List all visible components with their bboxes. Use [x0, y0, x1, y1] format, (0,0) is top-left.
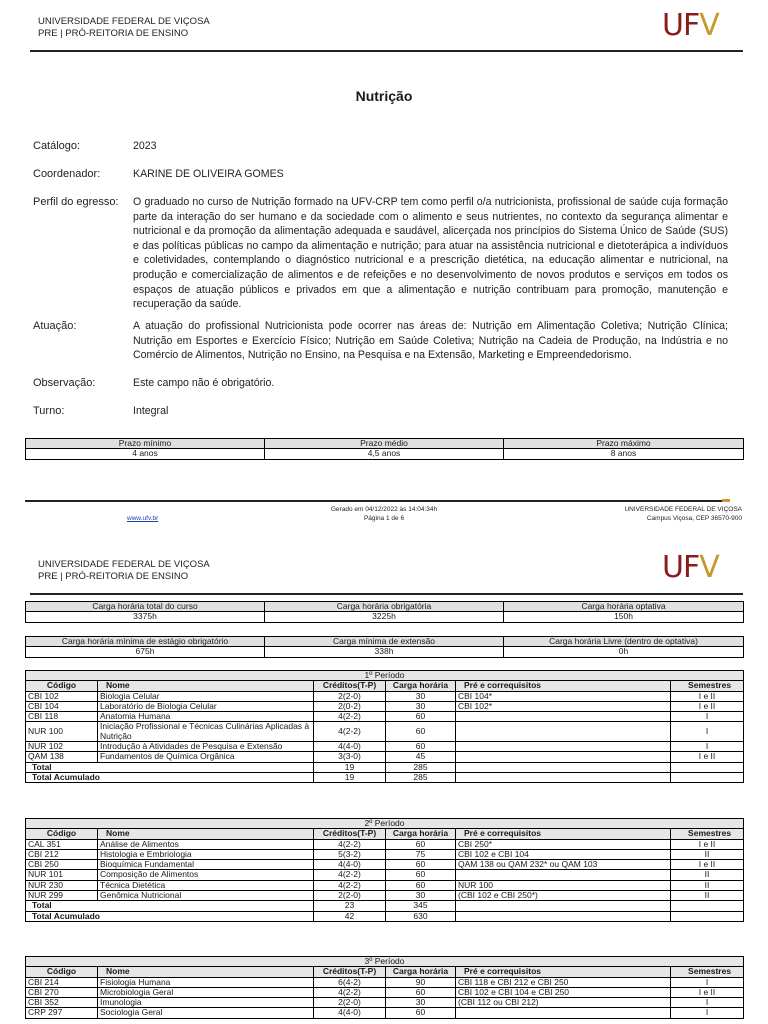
header-divider — [30, 50, 743, 52]
carga-optativa-header: Carga horária optativa — [504, 602, 744, 612]
course-table — [25, 670, 744, 783]
footer-campus: Campus Viçosa, CEP 36570-900 — [646, 514, 742, 522]
total-row-hours: 285 — [386, 762, 456, 772]
period-title-row — [26, 957, 744, 967]
prazo-maximo-header: Prazo máximo — [504, 439, 744, 449]
field-label-perfil: Perfil do egresso: — [33, 196, 119, 208]
course-prerequisites — [456, 742, 671, 752]
table-row — [26, 722, 744, 742]
period-title-row — [26, 819, 744, 829]
carga-livre-value: 0h — [504, 647, 744, 657]
course-credits: 4(4-0) — [314, 1008, 386, 1018]
course-semesters-header: Semestres — [671, 829, 744, 839]
course-name: Anatomia Humana — [98, 712, 314, 722]
course-name: Fisiologia Humana — [98, 977, 314, 987]
course-credits: 4(2-2) — [314, 870, 386, 880]
carga-total-header: Carga horária total do curso — [26, 602, 265, 612]
course-credits-header: Créditos(T-P) — [314, 967, 386, 977]
course-semesters-header: Semestres — [671, 967, 744, 977]
course-code: CBI 270 — [26, 987, 98, 997]
table-row — [26, 712, 744, 722]
course-hours-header: Carga horária — [386, 681, 456, 691]
ufv-logo: UFV — [662, 8, 719, 43]
total-acumulado-row-semesters-empty — [671, 911, 744, 921]
prazo-maximo-value: 8 anos — [504, 449, 744, 459]
course-code: CBI 212 — [26, 849, 98, 859]
column-header-row — [26, 829, 744, 839]
total-acumulado-row-credits: 42 — [314, 911, 386, 921]
course-code-header: Código — [26, 681, 98, 691]
total-row-prereq-empty — [456, 762, 671, 772]
course-semesters: I e II — [671, 987, 744, 997]
course-semesters: I — [671, 977, 744, 987]
course-hours: 60 — [386, 722, 456, 742]
department-name: PRE | PRÓ-REITORIA DE ENSINO — [38, 571, 189, 582]
course-hours: 30 — [386, 891, 456, 901]
course-hours-header: Carga horária — [386, 967, 456, 977]
course-credits: 4(4-0) — [314, 742, 386, 752]
field-value-catalogo: 2023 — [133, 140, 157, 152]
course-name: Microbiologia Geral — [98, 987, 314, 997]
total-acumulado-row — [26, 772, 744, 782]
course-prerequisites: CBI 104* — [456, 691, 671, 701]
course-prerequisites: (CBI 112 ou CBI 212) — [456, 998, 671, 1008]
period-table-3 — [25, 956, 744, 1019]
ufv-logo: UFV — [662, 550, 719, 585]
carga-horaria-table-1 — [25, 601, 744, 623]
course-name-header: Nome — [98, 681, 314, 691]
course-prerequisites — [456, 712, 671, 722]
course-semesters: I e II — [671, 691, 744, 701]
total-acumulado-row-hours: 630 — [386, 911, 456, 921]
period-table-2 — [25, 818, 744, 922]
course-semesters: I e II — [671, 860, 744, 870]
course-hours: 30 — [386, 701, 456, 711]
course-code-header: Código — [26, 829, 98, 839]
carga-extensao-value: 338h — [265, 647, 504, 657]
course-hours: 60 — [386, 870, 456, 880]
total-row-label: Total — [26, 901, 314, 911]
course-prerequisites: CBI 102* — [456, 701, 671, 711]
course-code: CBI 250 — [26, 860, 98, 870]
course-hours: 75 — [386, 849, 456, 859]
total-row-semesters-empty — [671, 901, 744, 911]
course-code: CBI 214 — [26, 977, 98, 987]
course-code: CBI 104 — [26, 701, 98, 711]
carga-livre-header: Carga horária Livre (dentro de optativa) — [504, 637, 744, 647]
generated-timestamp: Gerado em 04/12/2022 às 14:04:34h — [330, 506, 438, 513]
total-acumulado-row-hours: 285 — [386, 772, 456, 782]
course-code: CBI 118 — [26, 712, 98, 722]
total-row-credits: 19 — [314, 762, 386, 772]
course-hours: 60 — [386, 839, 456, 849]
field-label-catalogo: Catálogo: — [33, 140, 81, 152]
course-hours: 60 — [386, 987, 456, 997]
course-prerequisites-header: Pré e correquisitos — [456, 681, 671, 691]
course-credits: 4(4-0) — [314, 860, 386, 870]
course-semesters: I e II — [671, 839, 744, 849]
course-prerequisites-header: Pré e correquisitos — [456, 829, 671, 839]
course-prerequisites: (CBI 102 e CBI 250*) — [456, 891, 671, 901]
course-name: Composição de Alimentos — [98, 870, 314, 880]
course-code: NUR 100 — [26, 722, 98, 742]
carga-estagio-header: Carga horária mínima de estágio obrigatório — [26, 637, 265, 647]
total-row — [26, 901, 744, 911]
course-prerequisites — [456, 870, 671, 880]
field-value-turno: Integral — [133, 405, 169, 417]
course-code: CAL 351 — [26, 839, 98, 849]
course-hours: 60 — [386, 860, 456, 870]
table-row — [26, 998, 744, 1008]
table-row — [26, 1008, 744, 1018]
field-value-atuacao: A atuação do profissional Nutricionista pode ocorrer nas áreas de: Nutrição em Alimentação Coletiva; Nutrição Clínica; Nutrição em Esportes e Exercício Físico; Nutrição em Saúde Coletiva; Nutrição na Cadeia de Produção, na Indústria e no Comércio de Alimentos, Nutrição no Ensino, na Pesquisa e na Extensão, Marketing e Empreendedorismo. — [133, 320, 728, 362]
field-value-perfil: O graduado no curso de Nutrição formado na UFV-CRP tem como perfil o/a nutricionista, profissional de saúde cuja formação parte da interação do ser humano e da sociedade com o alimento e seus nutrientes, no contexto da segurança alimentar e nutricional e da promoção da alimentação adequada e saudável, alicerçada nos princípios do Sistema Único de Saúde (SUS) e das políticas públicas no campo da alimentação e nutrição; para atuar na assistência nutricional e dietoterápica a indivíduos e coletividades, contemplando o diagnóstico nutricional e a prescrição dietética, na educação alimentar e nutricional, na produção e comercialização de alimentos e de refeições e no desenvolvimento de novos produtos e serviços em todos os espaços de atuação públicos e privados em que a alimentação e nutrição contribuam para promoção, manutenção e recuperação da saúde. — [133, 196, 728, 311]
course-code: NUR 230 — [26, 880, 98, 890]
course-credits: 4(2-2) — [314, 722, 386, 742]
field-label-turno: Turno: — [33, 405, 65, 417]
course-name: Sociologia Geral — [98, 1008, 314, 1018]
header-divider — [30, 593, 743, 595]
field-label-observacao: Observação: — [33, 377, 96, 389]
course-semesters: I e II — [671, 701, 744, 711]
carga-extensao-header: Carga mínima de extensão — [265, 637, 504, 647]
carga-obrigatoria-value: 3225h — [265, 612, 504, 622]
course-credits: 2(2-0) — [314, 891, 386, 901]
course-hours: 60 — [386, 712, 456, 722]
course-semesters: II — [671, 891, 744, 901]
course-table — [25, 818, 744, 922]
course-prerequisites: CBI 250* — [456, 839, 671, 849]
table-row — [26, 701, 744, 711]
course-name: Fundamentos de Química Orgânica — [98, 752, 314, 762]
course-credits: 4(2-2) — [314, 712, 386, 722]
column-header-row — [26, 681, 744, 691]
footer-institution-name: UNIVERSIDADE FEDERAL DE VIÇOSA — [624, 506, 742, 513]
department-name: PRE | PRÓ-REITORIA DE ENSINO — [38, 28, 189, 39]
course-name: Análise de Alimentos — [98, 839, 314, 849]
course-name: Bioquímica Fundamental — [98, 860, 314, 870]
course-prerequisites — [456, 1008, 671, 1018]
course-name: Biologia Celular — [98, 691, 314, 701]
total-acumulado-row — [26, 911, 744, 921]
course-hours: 45 — [386, 752, 456, 762]
course-name: Técnica Dietética — [98, 880, 314, 890]
table-row — [26, 691, 744, 701]
course-title: Nutrição — [355, 88, 413, 104]
course-name: Laboratório de Biologia Celular — [98, 701, 314, 711]
carga-optativa-value: 150h — [504, 612, 744, 622]
course-credits: 2(2-0) — [314, 691, 386, 701]
course-semesters: II — [671, 849, 744, 859]
carga-estagio-value: 675h — [26, 647, 265, 657]
prazo-minimo-value: 4 anos — [26, 449, 265, 459]
institution-name: UNIVERSIDADE FEDERAL DE VIÇOSA — [38, 559, 210, 570]
institution-name: UNIVERSIDADE FEDERAL DE VIÇOSA — [38, 16, 210, 27]
period-title-row — [26, 671, 744, 681]
prazo-medio-header: Prazo médio — [265, 439, 504, 449]
course-hours: 60 — [386, 742, 456, 752]
course-table — [25, 956, 744, 1019]
course-prerequisites: CBI 102 e CBI 104 — [456, 849, 671, 859]
course-prerequisites-header: Pré e correquisitos — [456, 967, 671, 977]
course-hours: 30 — [386, 998, 456, 1008]
field-label-coordenador: Coordenador: — [33, 168, 101, 180]
total-acumulado-row-prereq-empty — [456, 772, 671, 782]
course-prerequisites: CBI 118 e CBI 212 e CBI 250 — [456, 977, 671, 987]
column-header-row — [26, 967, 744, 977]
table-row — [26, 839, 744, 849]
course-credits: 2(2-0) — [314, 998, 386, 1008]
table-row — [26, 860, 744, 870]
course-credits: 4(2-2) — [314, 987, 386, 997]
course-hours: 30 — [386, 691, 456, 701]
course-code: QAM 138 — [26, 752, 98, 762]
course-semesters: I — [671, 742, 744, 752]
table-row — [26, 891, 744, 901]
course-semesters: I — [671, 998, 744, 1008]
table-row — [26, 870, 744, 880]
total-row — [26, 762, 744, 772]
header-block — [38, 16, 210, 40]
course-hours: 90 — [386, 977, 456, 987]
footer-meta — [284, 506, 484, 523]
course-semesters: I — [671, 722, 744, 742]
course-semesters: I e II — [671, 752, 744, 762]
course-hours: 60 — [386, 880, 456, 890]
course-credits: 4(2-2) — [314, 839, 386, 849]
course-semesters: I — [671, 712, 744, 722]
field-label-atuacao: Atuação: — [33, 320, 77, 332]
ufv-website-link[interactable]: www.ufv.br — [127, 515, 159, 522]
table-row — [26, 987, 744, 997]
total-row-credits: 23 — [314, 901, 386, 911]
table-row — [26, 752, 744, 762]
course-credits: 3(3-0) — [314, 752, 386, 762]
table-row — [26, 977, 744, 987]
table-row — [26, 880, 744, 890]
total-acumulado-row-label: Total Acumulado — [26, 772, 314, 782]
course-code: NUR 299 — [26, 891, 98, 901]
course-prerequisites — [456, 722, 671, 742]
total-row-semesters-empty — [671, 762, 744, 772]
total-acumulado-row-semesters-empty — [671, 772, 744, 782]
course-prerequisites: NUR 100 — [456, 880, 671, 890]
prazo-medio-value: 4,5 anos — [265, 449, 504, 459]
total-acumulado-row-credits: 19 — [314, 772, 386, 782]
course-code: NUR 101 — [26, 870, 98, 880]
period-table-1 — [25, 670, 744, 783]
footer-institution — [540, 506, 742, 523]
total-acumulado-row-label: Total Acumulado — [26, 911, 314, 921]
total-row-label: Total — [26, 762, 314, 772]
prazos-table — [25, 438, 744, 460]
header-block-page2 — [38, 559, 210, 583]
course-hours-header: Carga horária — [386, 829, 456, 839]
period-title: 3º Período — [26, 957, 744, 967]
course-code: CBI 352 — [26, 998, 98, 1008]
course-semesters: I — [671, 1008, 744, 1018]
course-name: Imunologia — [98, 998, 314, 1008]
course-credits: 4(2-2) — [314, 880, 386, 890]
table-row — [26, 849, 744, 859]
course-prerequisites — [456, 752, 671, 762]
prazo-minimo-header: Prazo mínimo — [26, 439, 265, 449]
field-value-observacao: Este campo não é obrigatório. — [133, 377, 275, 389]
course-code: CRP 297 — [26, 1008, 98, 1018]
course-semesters: II — [671, 870, 744, 880]
footer-accent-bar — [722, 499, 730, 502]
course-name-header: Nome — [98, 829, 314, 839]
course-name: Introdução à Atividades de Pesquisa e Extensão — [98, 742, 314, 752]
footer-divider — [25, 500, 725, 502]
course-semesters-header: Semestres — [671, 681, 744, 691]
field-value-coordenador: KARINE DE OLIVEIRA GOMES — [133, 168, 284, 180]
course-name: Genômica Nutricional — [98, 891, 314, 901]
period-title: 1º Período — [26, 671, 744, 681]
course-name: Iniciação Profissional e Técnicas Culinárias Aplicadas à Nutrição — [98, 722, 314, 742]
total-acumulado-row-prereq-empty — [456, 911, 671, 921]
course-credits: 5(3-2) — [314, 849, 386, 859]
course-code: NUR 102 — [26, 742, 98, 752]
course-credits-header: Créditos(T-P) — [314, 829, 386, 839]
page-number: Página 1 de 6 — [363, 514, 405, 522]
course-code: CBI 102 — [26, 691, 98, 701]
course-credits: 2(0-2) — [314, 701, 386, 711]
course-prerequisites: QAM 138 ou QAM 232* ou QAM 103 — [456, 860, 671, 870]
course-name-header: Nome — [98, 967, 314, 977]
carga-obrigatoria-header: Carga horária obrigatória — [265, 602, 504, 612]
course-credits-header: Créditos(T-P) — [314, 681, 386, 691]
course-credits: 6(4-2) — [314, 977, 386, 987]
period-title: 2º Período — [26, 819, 744, 829]
course-name: Histologia e Embriologia — [98, 849, 314, 859]
course-hours: 60 — [386, 1008, 456, 1018]
table-row — [26, 742, 744, 752]
course-prerequisites: CBI 102 e CBI 104 e CBI 250 — [456, 987, 671, 997]
carga-horaria-table-2 — [25, 636, 744, 658]
course-semesters: II — [671, 880, 744, 890]
carga-total-value: 3375h — [26, 612, 265, 622]
total-row-prereq-empty — [456, 901, 671, 911]
course-code-header: Código — [26, 967, 98, 977]
total-row-hours: 345 — [386, 901, 456, 911]
